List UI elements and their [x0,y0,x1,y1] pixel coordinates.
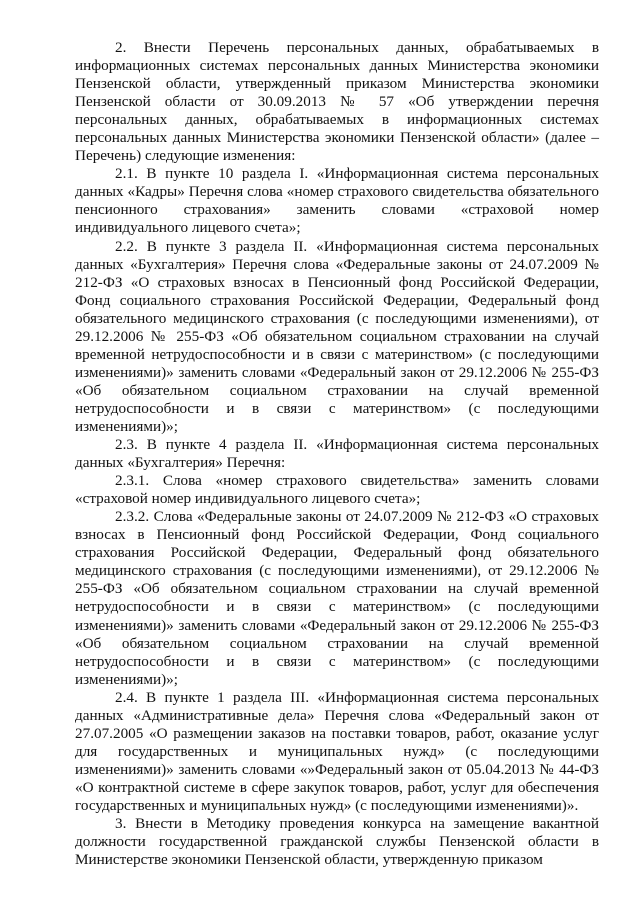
paragraph-2: 2. Внести Перечень персональных данных, обрабатываемых в информационных системах персональных данных Министерства экономики Пензенской области, утвержденный приказом Министерства экономики Пензенской области от 30.09.2013 № 57 «Об утверждении перечня персональных данных, обрабатываемых в информационных системах персональных данных Министерства экономики Пензенской области» (далее – Перечень) следующие изменения: [75,39,599,165]
paragraph-2-1: 2.1. В пункте 10 раздела I. «Информационная система персональных данных «Кадры» Перечня слова «номер страхового свидетельства обязательного пенсионного страхования» заменить словами «страховой номер индивидуального лицевого счета»; [75,165,599,237]
paragraph-2-2: 2.2. В пункте 3 раздела II. «Информационная система персональных данных «Бухгалтерия» Перечня слова «Федеральные законы от 24.07.2009 № 212-ФЗ «О страховых взносах в Пенсионный фонд Российской Федерации, Фонд социального страхования Российской Федерации, Федеральный фонд обязательного медицинского страхования (с последующими изменениями), от 29.12.2006 № 255-ФЗ «Об обязательном социальном страховании на случай временной нетрудоспособности и в связи с материнством» (с последующими изменениями)» заменить словами «Федеральный закон от 29.12.2006 № 255-ФЗ «Об обязательном социальном страховании на случай временной нетрудоспособности и в связи с материнством» (с последующими изменениями)»; [75,237,599,435]
paragraph-3: 3. Внести в Методику проведения конкурса на замещение вакантной должности государственной гражданской службы Пензенской области в Министерстве экономики Пензенской области, утвержденную приказом [75,815,599,869]
paragraph-2-3: 2.3. В пункте 4 раздела II. «Информационная система персональных данных «Бухгалтерия» Перечня: [75,436,599,472]
paragraph-2-4: 2.4. В пункте 1 раздела III. «Информационная система персональных данных «Административные дела» Перечня слова «Федеральный закон от 27.07.2005 «О размещении заказов на поставки товаров, работ, оказание услуг для государственных и муниципальных нужд» (с последующими изменениями)» заменить словами «»Федеральный закон от 05.04.2013 № 44-ФЗ «О контрактной системе в сфере закупок товаров, работ, услуг для обеспечения государственных и муниципальных нужд» (с последующими изменениями)». [75,688,599,814]
paragraph-2-3-1: 2.3.1. Слова «номер страхового свидетельства» заменить словами «страховой номер индивидуального лицевого счета»; [75,472,599,508]
document-page [75,39,599,869]
paragraph-2-3-2: 2.3.2. Слова «Федеральные законы от 24.07.2009 № 212-ФЗ «О страховых взносах в Пенсионный фонд Российской Федерации, Фонд социального страхования Российской Федерации, Федеральный фонд обязательного медицинского страхования (с последующими изменениями), от 29.12.2006 № 255-ФЗ «Об обязательном социальном страховании на случай временной нетрудоспособности и в связи с материнством» (с последующими изменениями)» заменить словами «Федеральный закон от 29.12.2006 № 255-ФЗ «Об обязательном социальном страховании на случай временной нетрудоспособности и в связи с материнством» (с последующими изменениями)»; [75,508,599,688]
